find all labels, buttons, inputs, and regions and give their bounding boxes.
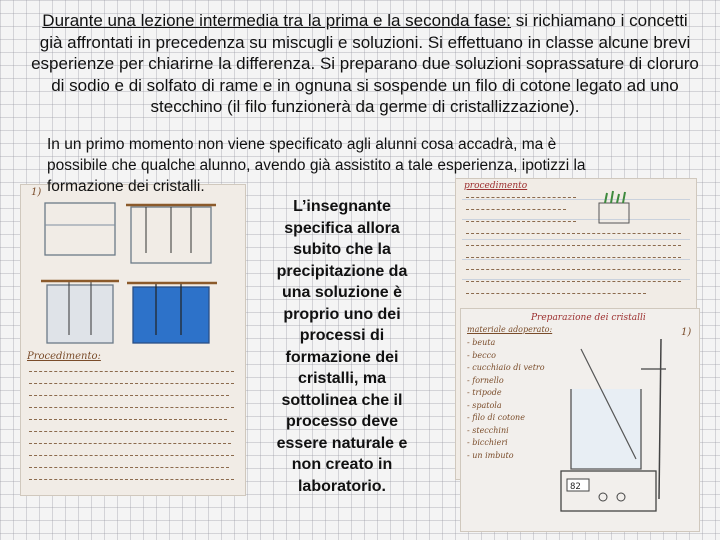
callout-line: processi di — [299, 327, 385, 344]
beaker-salt-solution — [47, 285, 113, 343]
callout-line: proprio uno dei — [283, 305, 401, 323]
callout-line: precipitazione da — [276, 262, 408, 280]
list-item: - bicchieri — [467, 438, 508, 447]
handwriting-line — [466, 245, 681, 246]
handwriting-line — [29, 431, 234, 432]
handwriting-line — [29, 395, 229, 396]
handwriting-line — [29, 371, 234, 372]
callout-line: subito che la — [293, 241, 391, 258]
list-item: - tripode — [467, 388, 502, 397]
beaker-upper-left — [45, 203, 115, 255]
knob — [617, 493, 625, 501]
callout-line: essere naturale e — [276, 434, 408, 452]
knob — [599, 493, 607, 501]
handwriting-line — [29, 419, 227, 420]
list-item: - filo di cotone — [467, 413, 525, 422]
handwriting-line — [466, 197, 576, 198]
handwriting-line — [466, 269, 681, 270]
page-number: 1) — [681, 327, 692, 338]
page-heading: procedimento — [464, 181, 528, 191]
list-item: - beuta — [467, 338, 496, 347]
container — [599, 203, 629, 223]
beaker-drawings — [21, 185, 245, 355]
beaker — [571, 389, 641, 469]
callout-line: una soluzione è — [281, 284, 402, 301]
beaker-copper-sulfate-solution — [133, 287, 209, 343]
callout-line: non creato in — [291, 456, 393, 473]
list-item: - stecchini — [467, 425, 509, 435]
display-value: 82 — [570, 482, 581, 492]
list-item: - becco — [467, 350, 496, 360]
page-heading: Preparazione dei cristalli — [531, 313, 646, 323]
ruling-line — [462, 279, 690, 280]
student-notebook-photo-bottom — [460, 308, 700, 532]
teacher-callout — [266, 196, 418, 497]
handwriting-line — [466, 257, 681, 258]
handwriting-line — [29, 479, 234, 480]
callout-line: L’insegnante — [293, 198, 391, 215]
handwriting-line — [466, 233, 681, 234]
callout-line: laboratorio. — [297, 477, 386, 495]
handwriting-line — [29, 455, 234, 456]
handwriting-line — [29, 443, 231, 444]
page-heading: Procedimento: — [27, 351, 101, 362]
callout-line: specifica allora — [284, 219, 400, 237]
callout-line: formazione dei — [285, 348, 399, 366]
list-item: - cucchiaio di vetro — [467, 363, 545, 372]
intro-text: si richiamano i concetti già affrontati in precedenza su miscugli e soluzioni. Si effettuano in classe alcune brevi esperienze per chiarirne la differenza. Si preparano due soluzioni soprassature di cloruro di sodio e di solfato di rame e in ognuna si sospende un filo di cotone legato ad uno stecchino (il filo funzionerà da germe di cristallizzazione). — [31, 11, 699, 116]
list-item: - fornello — [467, 375, 504, 385]
callout-line: cristalli, ma — [297, 370, 387, 387]
student-notebook-photo-left — [20, 184, 246, 496]
intro-paragraph — [30, 10, 700, 118]
ruling-line — [462, 199, 690, 200]
stand-rod — [659, 339, 661, 499]
handwriting-line — [466, 293, 646, 294]
handwriting-line — [466, 281, 681, 282]
handwriting-line — [29, 467, 229, 468]
intro-lead: Durante una lezione intermedia tra la prima e la seconda fase: — [42, 11, 512, 30]
list-item: - spatola — [467, 400, 502, 410]
note-paragraph — [47, 134, 707, 197]
materials-list — [467, 337, 545, 462]
ruling-line — [462, 219, 690, 220]
note-line: possibile che qualche alunno, avendo già assistito a tale esperienza, ipotizzi la — [47, 157, 586, 174]
callout-line: sottolinea che il — [281, 391, 403, 409]
handwriting-line — [29, 407, 234, 408]
ruling-line — [462, 239, 690, 240]
note-line: formazione dei cristalli. — [47, 178, 205, 195]
callout-line: processo deve — [285, 413, 399, 430]
handwriting-line — [466, 209, 566, 210]
heating-apparatus-drawing — [541, 329, 681, 529]
materials-heading: materiale adoperato: — [467, 325, 553, 334]
list-item: - un imbuto — [467, 450, 514, 460]
note-line: In un primo momento non viene specificato agli alunni cosa accadrà, ma è — [47, 136, 557, 153]
handwriting-line — [29, 383, 234, 384]
page-number: 1) — [31, 187, 42, 198]
ruling-line — [462, 259, 690, 260]
handwriting-line — [466, 221, 576, 222]
